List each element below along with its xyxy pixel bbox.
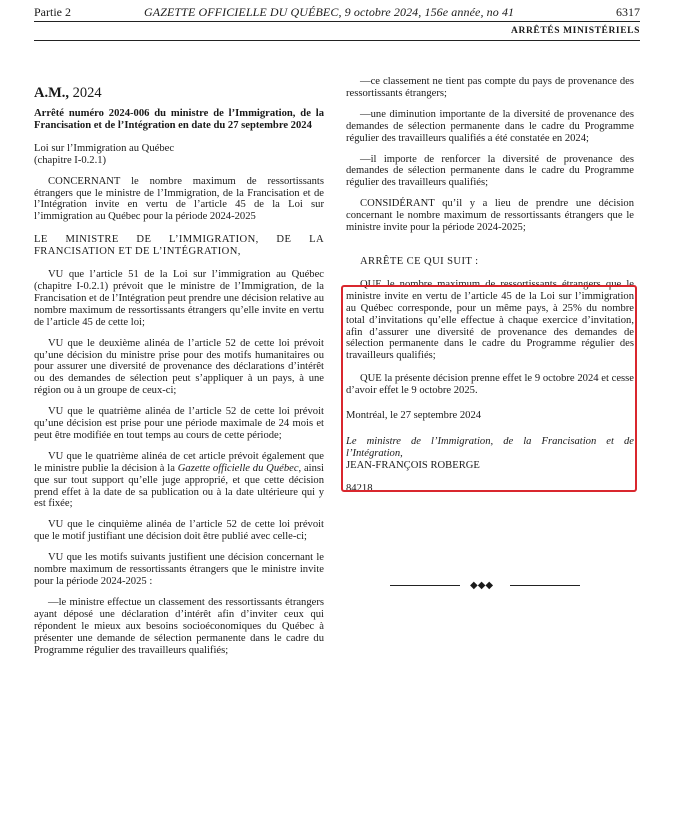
vu-paragraph-2: VU que le deuxième alinéa de l’article 52 de cette loi prévoit qu’une décision du ministre prise pour des motifs humanitaires ou pour assurer une diversité de provenance des déclarations d’intérêt ou des demandes de sélection peut s’appliquer à un pays, à une région ou à un groupe de ceux-ci; <box>34 337 324 397</box>
section-title: ARRÊTÉS MINISTÉRIELS <box>511 26 640 36</box>
signature-title: Le ministre de l’Immigration, de la Francisation et de l’Intégration, <box>346 435 634 459</box>
motif-3: —une diminution importante de la diversité de provenance des demandes de sélection permanente dans le cadre du Programme régulier des travailleurs qualifiés a été constatée en 2024; <box>346 108 634 144</box>
vu-paragraph-5: VU que le cinquième alinéa de l’article 52 de cette loi prévoit que le motif justifiant une décision doit être publié avec celle-ci; <box>34 519 324 543</box>
law-chapter: (chapitre I-0.2.1) <box>34 154 107 166</box>
concernant-paragraph: CONCERNANT le nombre maximum de ressortissants étrangers que le ministre de l’Immigration, de la Francisation et de l’Intégration invite en vertu de l’article 45 de la Loi sur l’immigration au Québec pour la période 2024-2025 <box>34 175 324 223</box>
que-paragraph-2: QUE la présente décision prenne effet le 9 octobre 2024 et cesse d’avoir effet le 9 octobre 2025. <box>346 373 634 397</box>
section-ornament <box>390 580 580 592</box>
considerant-paragraph: CONSIDÉRANT qu’il y a lieu de prendre une décision concernant le nombre maximum de ressortissants étrangers que le ministre invite pour la période 2024-2025; <box>346 198 634 234</box>
place-date: Montréal, le 27 septembre 2024 <box>346 410 482 422</box>
vu-paragraph-6: VU que les motifs suivants justifient une décision concernant le nombre maximum de ressortissants étrangers que le ministre invite pour la période 2024-2025 : <box>34 552 324 587</box>
minister-heading: LE MINISTRE DE L’IMMIGRATION, DE LA FRANCISATION ET DE L’INTÉGRATION, <box>34 234 324 258</box>
motif-2: —ce classement ne tient pas compte du pays de provenance des ressortissants étrangers; <box>346 76 634 99</box>
motif-4: —il importe de renforcer la diversité de provenance des demandes de sélection permanente dans le cadre du Programme régulier des travailleurs qualifiés; <box>346 153 634 189</box>
highlight-box <box>341 285 637 492</box>
que-paragraph-1: QUE le nombre maximum de ressortissants étrangers que le ministre invite en vertu de l’article 45 de la Loi sur l’immigration au Québec corresponde, pour un même pays, à 25% du nombre total d’invitations qu’elle effectue à chaque exercice d’invitation, afin d’assurer une diversité de provenance des demandes de sélection permanente dans le cadre du Programme régulier des travailleurs qualifiés; <box>346 278 634 362</box>
am-year: 2024 <box>72 85 102 101</box>
signature-name: JEAN-FRANÇOIS ROBERGE <box>346 459 480 471</box>
gazette-reference: Gazette officielle du Québec <box>177 462 299 474</box>
arrete-title: Arrêté numéro 2024-006 du ministre de l’Immigration, de la Francisation et de l’Intégration en date du 27 septembre 2024 <box>34 108 324 131</box>
part-label: Partie 2 <box>34 5 71 19</box>
page-header <box>34 4 640 20</box>
vu-paragraph-3: VU que le quatrième alinéa de l’article 52 de cette loi prévoit qu’une décision est prise pour une période maximale de 24 mois et peut être modifiée en tout temps au cours de cette période; <box>34 406 324 441</box>
document-reference: 84218 <box>346 482 373 494</box>
law-name: Loi sur l’Immigration au Québec <box>34 142 175 154</box>
ornament-diamonds: ◆◆◆ <box>470 580 494 591</box>
ornament-line-left <box>390 585 460 586</box>
section-rule <box>34 40 640 41</box>
left-column <box>34 84 324 656</box>
vu-paragraph-4: VU que le quatrième alinéa de cet article prévoit également que le ministre publie la décision à la Gazette officielle du Québec, ainsi que sur tout support qu’elle juge approprié, et que cette décision prend effet à la date de sa publication ou à la date ultérieure qui y est fixée; <box>34 450 324 510</box>
header-rule <box>34 21 640 22</box>
am-heading <box>34 84 324 102</box>
gazette-title: GAZETTE OFFICIELLE DU QUÉBEC, 9 octobre 2024, 156e année, no 41 <box>144 5 515 19</box>
vu-paragraph-1: VU que l’article 51 de la Loi sur l’immigration au Québec (chapitre I-0.2.1) prévoit que le ministre de l’Immigration, de la Francisation et de l’Intégration peut prendre une décision relative au nombre maximum de ressortissants étrangers qu’elle invite en vertu de l’article 45 de cette loi; <box>34 269 324 328</box>
arrete-heading: ARRÊTE CE QUI SUIT : <box>360 255 479 267</box>
motif-1: —le ministre effectue un classement des ressortissants étrangers ayant déposé une déclaration d’intérêt afin d’inviter ceux qui répondent le mieux aux besoins socioéconomiques du Québec à présenter une demande de sélection permanente dans le cadre du Programme régulier des travailleurs qualifiés; <box>34 596 324 656</box>
page-number: 6317 <box>616 5 640 19</box>
am-label: A.M., <box>34 85 70 101</box>
ornament-line-right <box>510 585 580 586</box>
